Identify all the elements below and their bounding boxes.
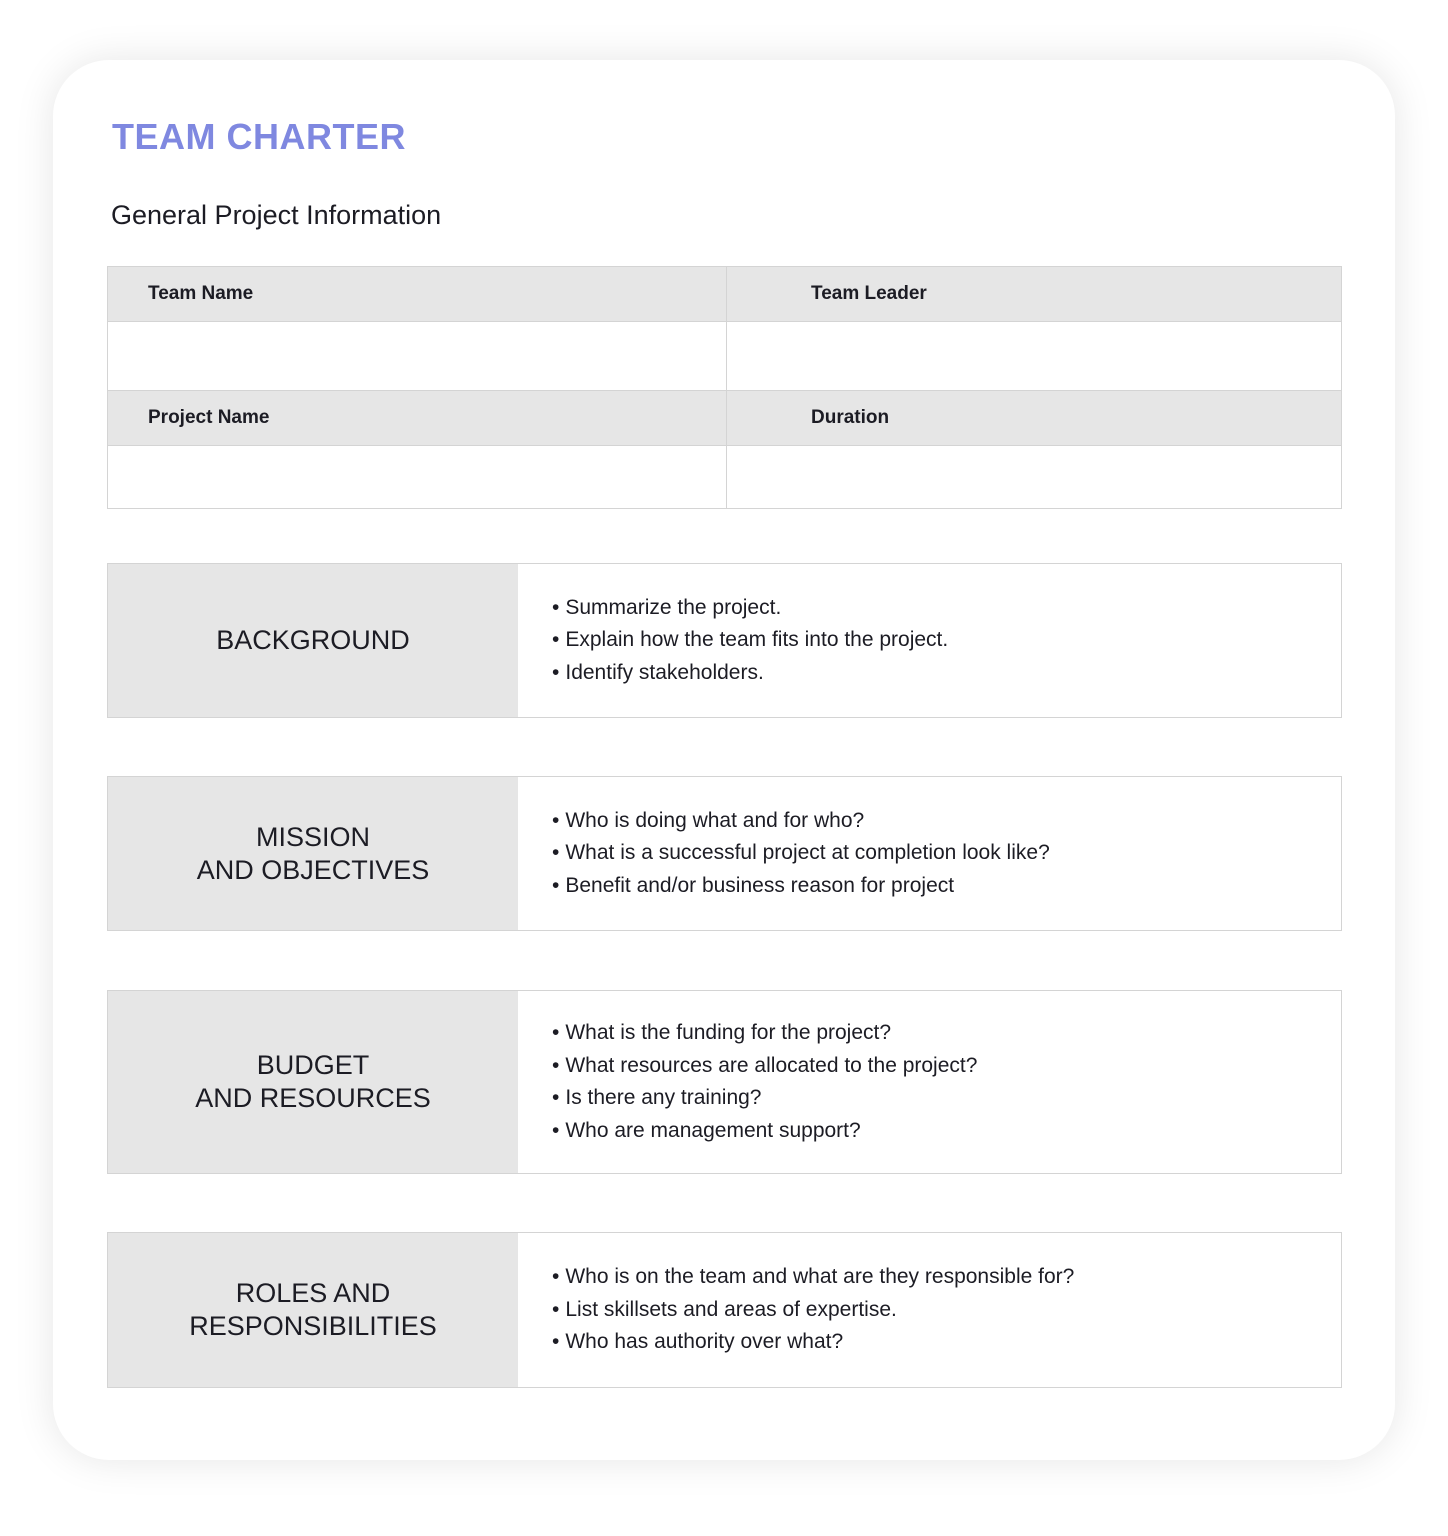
section-label xyxy=(108,564,518,717)
section-subtitle: General Project Information xyxy=(111,200,442,230)
list-item: • Benefit and/or business reason for project xyxy=(552,870,1050,903)
section-label xyxy=(108,1233,518,1387)
section-label xyxy=(108,991,518,1173)
duration-field[interactable] xyxy=(726,446,1341,508)
team-leader-label: Team Leader xyxy=(726,267,1341,321)
project-name-field[interactable] xyxy=(108,446,726,508)
list-item: • What is the funding for the project? xyxy=(552,1017,977,1050)
section-budget xyxy=(107,990,1342,1174)
section-label-line: BACKGROUND xyxy=(216,625,410,655)
section-background xyxy=(107,563,1342,718)
list-item: • Who is doing what and for who? xyxy=(552,805,1050,838)
list-item: • List skillsets and areas of expertise. xyxy=(552,1294,1074,1327)
section-label-line: RESPONSIBILITIES xyxy=(189,1311,437,1341)
list-item: • What resources are allocated to the project? xyxy=(552,1050,977,1083)
section-label-line: MISSION xyxy=(255,821,370,852)
project-name-label: Project Name xyxy=(148,407,270,428)
list-item: • Is there any training? xyxy=(552,1082,977,1115)
list-item: • Who has authority over what? xyxy=(552,1326,1074,1359)
duration-label: Duration xyxy=(726,391,1341,445)
list-item: • Identify stakeholders. xyxy=(552,657,948,690)
table-row xyxy=(108,446,1341,508)
list-item: • What is a successful project at completion look like? xyxy=(552,837,1050,870)
page-title: TEAM CHARTER xyxy=(112,116,406,157)
team-leader-field[interactable] xyxy=(726,322,1341,390)
list-item: • Explain how the team fits into the project. xyxy=(552,624,948,657)
bullet-list xyxy=(518,564,948,717)
section-label-line: BUDGET xyxy=(256,1050,370,1080)
section-label xyxy=(108,777,518,930)
table-header-row xyxy=(108,391,1341,446)
table-header-row xyxy=(108,267,1341,322)
team-name-field[interactable] xyxy=(108,322,726,390)
section-label-line: ROLES AND xyxy=(235,1278,391,1308)
section-label-line: AND OBJECTIVES xyxy=(196,854,430,885)
team-name-label: Team Name xyxy=(148,283,254,304)
list-item: • Who is on the team and what are they responsible for? xyxy=(552,1261,1074,1294)
bullet-list xyxy=(518,991,977,1173)
list-item: • Who are management support? xyxy=(552,1115,977,1148)
list-item: • Summarize the project. xyxy=(552,592,948,625)
project-info-table xyxy=(107,266,1342,509)
section-mission xyxy=(107,776,1342,931)
section-roles xyxy=(107,1232,1342,1388)
section-label-line: AND RESOURCES xyxy=(195,1083,431,1113)
bullet-list xyxy=(518,1233,1074,1387)
table-row xyxy=(108,322,1341,391)
bullet-list xyxy=(518,777,1050,930)
